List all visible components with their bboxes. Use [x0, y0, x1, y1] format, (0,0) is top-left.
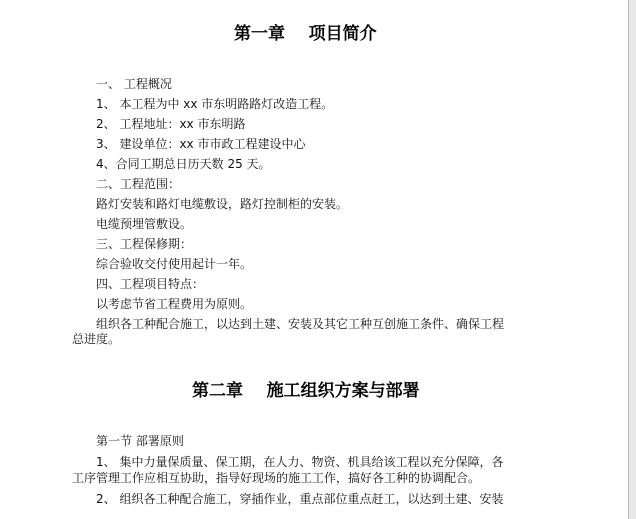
section-warranty-heading: 三、工程保修期： [96, 237, 193, 251]
list-item: 4、合同工期总日历天数 25 天。 [96, 157, 271, 171]
paragraph-line: 总进度。 [72, 332, 121, 346]
page-margin [629, 0, 636, 519]
paragraph-line: 路灯安装和路灯电缆敷设，路灯控制柜的安装。 [96, 197, 349, 211]
list-item: 1、 本工程为中 xx 市东明路路灯改造工程。 [96, 97, 334, 111]
list-item: 2、 工程地址：xx 市东明路 [96, 117, 246, 131]
paragraph-line: 综合验收交付使用起计一年。 [96, 257, 253, 271]
paragraph-line: 以考虑节省工程费用为原则。 [96, 297, 253, 311]
paragraph-line: 电缆预埋管敷设。 [96, 217, 193, 231]
section-features-heading: 四、工程项目特点： [96, 277, 205, 291]
paragraph-line: 1、 集中力量保质量、保工期，在人力、物资、机具给该工程以充分保障，各 [96, 455, 504, 469]
list-item: 3、 建设单位：xx 市市政工程建设中心 [96, 137, 306, 151]
section-overview-heading: 一、 工程概况 [96, 77, 172, 91]
paragraph-line: 2、 组织各工种配合施工，穿插作业，重点部位重点赶工，以达到土建、安装 [96, 492, 504, 506]
paragraph-line: 工序管理工作应相互协助，指导好现场的施工工作，搞好各工种的协调配合。 [72, 471, 481, 485]
section-heading: 第一节 部署原则 [96, 434, 184, 448]
chapter-2-title: 第二章 施工组织方案与部署 [192, 381, 420, 401]
paragraph-line: 组织各工种配合施工，以达到土建、安装及其它工种互创施工条件、确保工程 [96, 317, 505, 331]
section-scope-heading: 二、工程范围： [96, 177, 181, 191]
chapter-1-title: 第一章 项目简介 [234, 24, 377, 44]
